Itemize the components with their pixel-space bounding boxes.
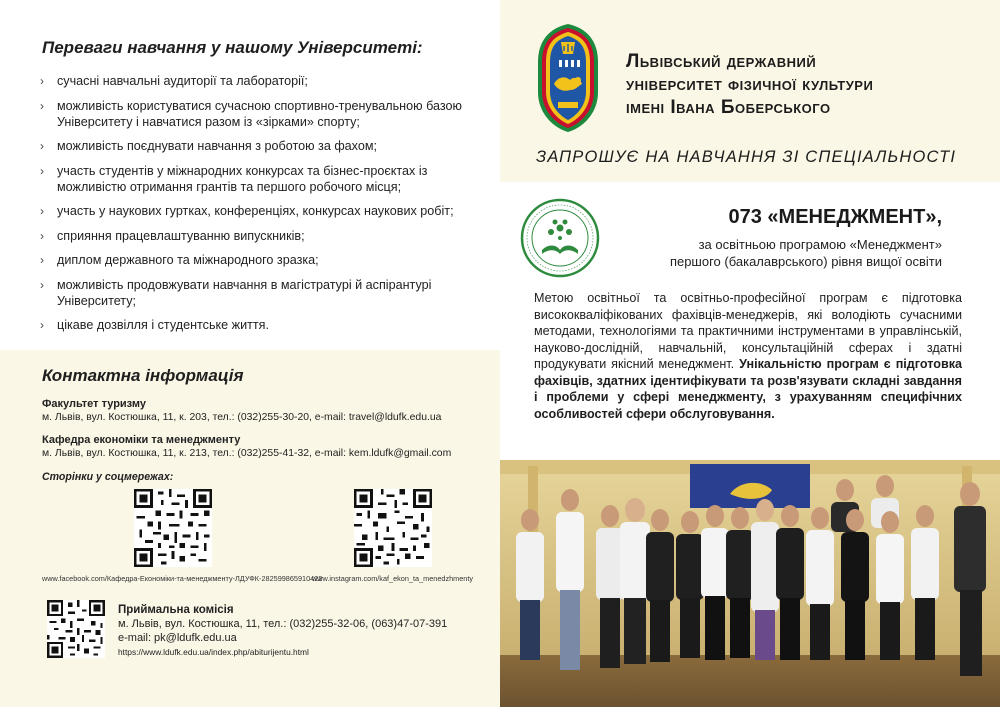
admission-email[interactable]: e-mail: pk@ldufk.edu.ua	[118, 632, 237, 644]
advantage-item: › можливість користуватися сучасною спортивно-тренувальною базою Університету і навчатися разом із «зірками» спорту;	[40, 98, 462, 129]
bullet-icon: ›	[40, 253, 44, 267]
bullet-icon: ›	[40, 139, 44, 153]
instagram-qr-code[interactable]	[354, 489, 432, 567]
advantage-item: › участь студентів у міжнародних конкурсах та бізнес-проєктах із можливістю отримання грантів та першого робочого місця;	[40, 163, 428, 194]
program-description	[534, 290, 962, 422]
facebook-link[interactable]: www.facebook.com/Кафедра-Економіки-та-менеджменту-ЛДУФК-282599865910422	[42, 574, 323, 583]
instagram-link[interactable]: www.instagram.com/kaf_ekon_ta_menedzhmenty	[312, 574, 474, 583]
university-logo	[530, 22, 606, 134]
advantages-title: Переваги навчання у нашому Університеті:	[42, 38, 423, 57]
social-title: Сторінки у соцмережах:	[42, 471, 174, 483]
university-name-line1: Львівський державний	[626, 51, 817, 72]
advantage-item: › диплом державного та міжнародного зразка;	[40, 253, 319, 267]
department-emblem	[520, 198, 600, 278]
qr-code-icon	[47, 600, 105, 658]
admission-name: Приймальна комісія	[118, 604, 234, 616]
bullet-icon: ›	[40, 228, 44, 243]
dept-tourism	[42, 397, 441, 425]
group-photo	[500, 460, 1000, 707]
admission-qr-code[interactable]	[47, 600, 105, 658]
bullet-icon: ›	[40, 318, 44, 332]
dept-tourism-name: Факультет туризму	[42, 398, 146, 410]
university-name	[626, 50, 873, 119]
admission-website-link[interactable]: https://www.ldufk.edu.ua/index.php/abiturijentu.html	[118, 647, 309, 657]
advantage-item: › можливість продовжувати навчання в магістратурі й аспірантурі Університету;	[40, 277, 432, 308]
dept-tourism-details: м. Львів, вул. Костюшка, 11, к. 203, тел.: (032)255-30-20, e-mail: travel@ldufk.edu.ua	[42, 412, 442, 423]
program-uniqueness: Унікальністю програм є підготовка фахівців, здатних ідентифікувати та розв'язувати складні завдання і проблеми у сфері менеджменту, з урахуванням специфічних особливостей сфери обслуговування.	[534, 357, 963, 421]
department-emblem-icon	[520, 198, 600, 278]
qr-code-icon	[354, 489, 432, 567]
advantage-item: › цікаве дозвілля і студентське життя.	[40, 318, 269, 332]
specialty-title: 073 «МЕНЕДЖМЕНТ»,	[728, 206, 942, 228]
dept-economics	[42, 433, 451, 461]
advantage-item: › можливість поєднувати навчання з роботою за фахом;	[40, 139, 378, 153]
bullet-icon: ›	[40, 204, 44, 218]
advantage-item: › сприяння працевлаштуванню випускників;	[40, 228, 305, 243]
specialty-level: першого (бакалаврського) рівня вищої освіти	[669, 254, 942, 269]
bullet-icon: ›	[40, 163, 44, 178]
advantage-item: › сучасні навчальні аудиторії та лабораторії;	[40, 74, 308, 88]
contacts-title: Контактна інформація	[42, 366, 244, 385]
bullet-icon: ›	[40, 98, 44, 113]
advantages-list	[40, 73, 480, 342]
dept-economics-details: м. Львів, вул. Костюшка, 11, к. 213, тел.: (032)255-41-32, e-mail: kem.ldufk@gmail.com	[42, 448, 452, 459]
specialty-program: за освітньою програмою «Менеджмент»	[698, 237, 942, 252]
university-crest-icon	[530, 22, 606, 134]
bullet-icon: ›	[40, 277, 44, 292]
facebook-qr-code[interactable]	[134, 489, 212, 567]
program-goal: Метою освітньої та освітньо-професійної програм є підготовка висококваліфікованих фахівців-менеджерів, які володіють сучасними методами, технологіями та практичними інструментами в управлінській, науково-дослідній, навчальній, консультаційній сферах і здатні продукувати якісний менеджмент.	[534, 291, 962, 371]
qr-code-icon	[134, 489, 212, 567]
admission-office	[118, 603, 447, 659]
invite-heading: ЗАПРОШУЄ НА НАВЧАННЯ ЗІ СПЕЦІАЛЬНОСТІ	[536, 148, 957, 166]
bullet-icon: ›	[40, 74, 44, 88]
university-name-line3: імені Івана Боберського	[626, 97, 831, 118]
group-photo-image	[500, 460, 1000, 707]
admission-address: м. Львів, вул. Костюшка, 11, тел.: (032)255-32-06, (063)47-07-391	[118, 618, 448, 630]
specialty-subtitle	[670, 236, 942, 270]
university-name-line2: університет фізичної культури	[626, 74, 874, 95]
dept-economics-name: Кафедра економіки та менеджменту	[42, 434, 241, 446]
advantage-item: › участь у наукових гуртках, конференціях, конкурсах наукових робіт;	[40, 204, 454, 218]
